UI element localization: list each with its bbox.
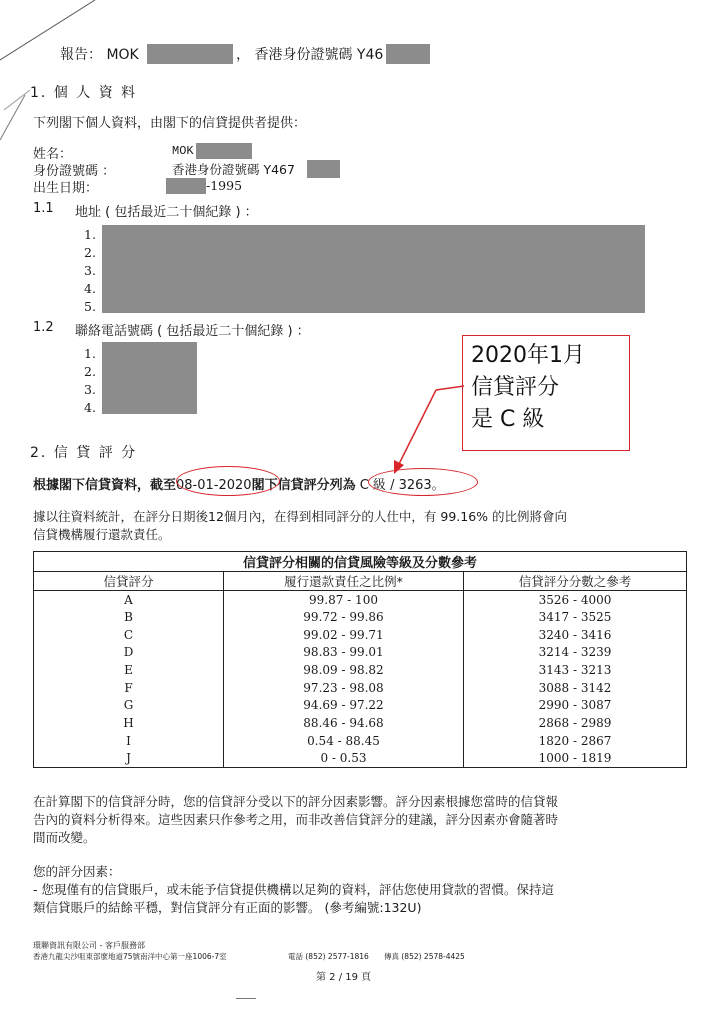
score-date: 08-01-2020 — [176, 478, 252, 493]
phone-number: 1.2 — [33, 320, 54, 335]
grade-row — [34, 644, 687, 662]
grade-cell-grade: D — [34, 644, 224, 662]
grade-cell-grade: H — [34, 714, 224, 732]
annotation-line-3: 是 C 級 — [471, 407, 545, 432]
grade-row — [34, 697, 687, 715]
header-surname: MOK — [106, 47, 139, 63]
grade-row — [34, 732, 687, 750]
annotation-line-1: 2020年1月 — [471, 343, 585, 368]
redacted-name-value — [196, 143, 252, 159]
grade-cell-ratio: 94.69 - 97.22 — [224, 697, 464, 715]
redacted-name-block — [147, 44, 233, 64]
address-number: 1.1 — [33, 201, 54, 216]
grade-cell-ratio: 0.54 - 88.45 — [224, 732, 464, 750]
address-item-5: 5. — [84, 299, 96, 314]
phone-item-2: 2. — [84, 364, 96, 379]
explanation-line-3: 間而改變。 — [33, 830, 96, 845]
grade-table-title: 信貸評分相關的信貸風險等級及分數參考 — [34, 552, 687, 572]
address-item-2: 2. — [84, 245, 96, 260]
grade-cell-score: 3417 - 3525 — [464, 608, 687, 626]
grade-cell-score: 1000 - 1819 — [464, 750, 687, 768]
footer-fax: 傳真 (852) 2578-4425 — [384, 952, 465, 961]
report-header — [60, 44, 139, 64]
stat-line-1: 據以往資料統計，在評分日期後12個月內，在得到相同評分的人仕中，有 99.16% 的比例將會向 — [33, 509, 568, 524]
dob-label: 出生日期： — [33, 181, 99, 196]
stat-line-2: 信貸機構履行還款責任。 — [33, 527, 171, 542]
phone-item-3: 3. — [84, 382, 96, 397]
section1-intro: 下列閣下個人資料，由閣下的信貸提供者提供： — [33, 116, 307, 131]
redacted-id-value — [307, 160, 340, 178]
grade-cell-ratio: 98.83 - 99.01 — [224, 644, 464, 662]
grade-circle-mark — [368, 468, 478, 496]
dob-value: -1995 — [206, 178, 243, 193]
factors-line-2: 類信貸賬戶的結餘平穩，對信貸評分有正面的影響。 (參考編號:132U) — [33, 900, 422, 915]
grade-cell-ratio: 97.23 - 98.08 — [224, 679, 464, 697]
section1-title: 1. 個 人 資 料 — [30, 85, 138, 101]
explanation-line-1: 在計算閣下的信貸評分時，您的信貸評分受以下的評分因素影響。評分因素根據您當時的信貸報 — [33, 794, 559, 809]
grade-cell-grade: E — [34, 661, 224, 679]
grade-row — [34, 714, 687, 732]
grade-row — [34, 750, 687, 768]
page-bottom-mark — [236, 998, 256, 999]
factors-title: 您的評分因素： — [33, 864, 121, 879]
factors-line-1: - 您現僅有的信貸賬戶，或未能予信貸提供機構以足夠的資料，評估您使用貸款的習慣。保持這 — [33, 882, 554, 897]
grade-cell-score: 1820 - 2867 — [464, 732, 687, 750]
grade-cell-score: 3143 - 3213 — [464, 661, 687, 679]
phone-title: 聯絡電話號碼 ( 包括最近二十個紀錄 ) ： — [75, 324, 310, 339]
id-label: 身份證號碼 ： — [33, 164, 116, 179]
redacted-address-block — [102, 225, 645, 313]
grade-table-body — [34, 591, 687, 768]
grade-row — [34, 591, 687, 609]
grade-cell-score: 3240 - 3416 — [464, 626, 687, 644]
name-value: MOK — [172, 144, 194, 158]
address-title: 地址 ( 包括最近二十個紀錄 ) ： — [75, 205, 258, 220]
score-statement-a: 根據閣下信貸資料，截至 — [33, 478, 177, 493]
grade-cell-grade: F — [34, 679, 224, 697]
header-id-label: ， 香港身份證號碼 Y46 — [236, 47, 384, 63]
report-prefix: 報告： — [60, 47, 102, 63]
date-circle-mark — [176, 466, 280, 496]
explanation-line-2: 告內的資料分析得來。這些因素只作參考之用，而非改善信貸評分的建議，評分因素亦會隨著時 — [33, 812, 559, 827]
grade-cell-grade: C — [34, 626, 224, 644]
grade-cell-score: 3088 - 3142 — [464, 679, 687, 697]
section2-title: 2. 信 貸 評 分 — [30, 445, 138, 461]
grade-row — [34, 661, 687, 679]
grade-cell-ratio: 88.46 - 94.68 — [224, 714, 464, 732]
grade-cell-grade: A — [34, 591, 224, 609]
grade-cell-ratio: 99.87 - 100 — [224, 591, 464, 609]
grade-cell-grade: G — [34, 697, 224, 715]
phone-item-1: 1. — [84, 346, 96, 361]
grade-row — [34, 608, 687, 626]
annotation-arrow — [380, 370, 470, 480]
grade-table — [33, 551, 687, 768]
footer-address: 香港九龍尖沙咀東部麼地道75號南洋中心第一座1006-7室 — [33, 952, 227, 961]
score-statement-b: 閣下信貸評分列為 — [251, 478, 356, 493]
redacted-dob — [166, 178, 206, 194]
address-item-3: 3. — [84, 263, 96, 278]
grade-cell-grade: I — [34, 732, 224, 750]
redacted-id-block — [386, 44, 430, 64]
grade-cell-ratio: 0 - 0.53 — [224, 750, 464, 768]
grade-header-score: 信貸評分分數之參考 — [464, 572, 687, 591]
annotation-line-2: 信貸評分 — [471, 375, 560, 400]
grade-header-grade: 信貸評分 — [34, 572, 224, 591]
name-label: 姓名： — [33, 147, 73, 162]
grade-row — [34, 679, 687, 697]
grade-cell-ratio: 99.72 - 99.86 — [224, 608, 464, 626]
grade-cell-ratio: 98.09 - 98.82 — [224, 661, 464, 679]
annotation-box — [462, 335, 630, 451]
footer-phone: 電話 (852) 2577-1816 — [288, 952, 369, 961]
page-number: 第 2 / 19 頁 — [316, 972, 372, 983]
id-value: 香港身份證號碼 Y467 — [172, 162, 295, 177]
grade-row — [34, 626, 687, 644]
grade-cell-score: 2990 - 3087 — [464, 697, 687, 715]
grade-cell-score: 3526 - 4000 — [464, 591, 687, 609]
address-item-1: 1. — [84, 227, 96, 242]
grade-cell-grade: B — [34, 608, 224, 626]
grade-cell-score: 2868 - 2989 — [464, 714, 687, 732]
score-grade: C 級 / 3263。 — [355, 478, 445, 493]
grade-header-ratio: 履行還款責任之比例* — [224, 572, 464, 591]
address-item-4: 4. — [84, 281, 96, 296]
footer-company: 環聯資訊有限公司 - 客戶服務部 — [33, 941, 145, 950]
grade-cell-ratio: 99.02 - 99.71 — [224, 626, 464, 644]
phone-item-4: 4. — [84, 400, 96, 415]
grade-cell-grade: J — [34, 750, 224, 768]
grade-cell-score: 3214 - 3239 — [464, 644, 687, 662]
redacted-phone-block — [102, 342, 197, 414]
